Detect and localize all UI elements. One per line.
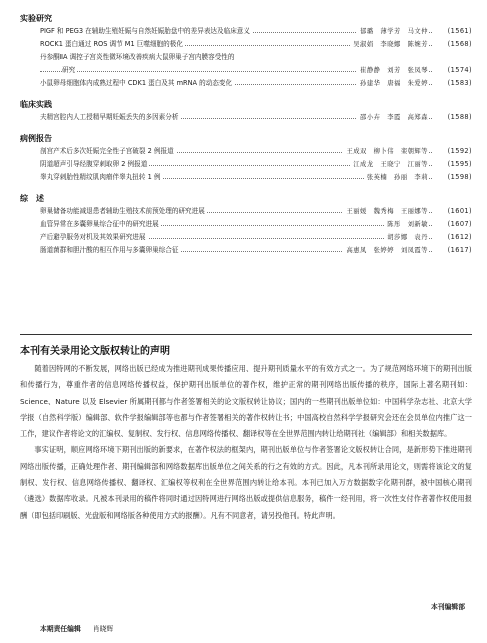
toc-entry-authors: 吴淑娟 李晓娜 陈婉芳 (350, 38, 428, 51)
toc-entry-page: (1588) (447, 113, 472, 121)
toc-entry[interactable] (20, 231, 472, 244)
toc-entry-title: 肠道菌群和胆汁酸的相互作用与多囊卵巢综合征 (40, 244, 180, 257)
toc-entry[interactable] (20, 171, 472, 184)
toc-entry-title: 丹参酮ⅡA 调控子宫炎性微环境改善疾病大鼠卵巢子宫内膜容受性的 (40, 51, 236, 64)
editor-name: 肖晓辉 (92, 625, 114, 633)
toc-section-title: 病例报告 (20, 134, 52, 143)
toc-entry-authors: 孙建华 唐福 朱爱婷 (357, 77, 428, 90)
toc-entry-title: ROCK1 蛋白通过 ROS 调节 M1 巨噬细胞的极化 (40, 38, 185, 51)
toc-entry-page: (1561) (447, 27, 472, 35)
section-divider (20, 334, 472, 335)
toc-entry-title: PIGF 和 PEG3 在辅助生殖妊娠与自然妊娠胎盘中的差异表达及临床意义 (40, 25, 252, 38)
toc-entry-title: 阴道超声引导经腹穿刺取卵 2 例报道 (40, 158, 149, 171)
toc-entry-page: (1617) (447, 246, 472, 254)
toc-entry-page: (1574) (447, 66, 472, 74)
toc-entry-authors: 陈彤 刘新敏 (384, 218, 428, 231)
toc-entry-page: (1601) (447, 207, 472, 215)
toc-entry-authors: 高惠凤 张婷婷 刘凤霞等 (343, 244, 428, 257)
toc-entry[interactable] (20, 244, 472, 257)
toc-entry[interactable] (20, 158, 472, 171)
toc-entry[interactable] (20, 205, 472, 218)
toc-entry-title: 剖宫产术后多次妊娠完全性子宫破裂 2 例报道 (40, 145, 176, 158)
toc-entry-authors: 王成双 柳卜伟 栾朝辉等 (343, 145, 428, 158)
toc-entry[interactable] (20, 25, 472, 38)
toc-entry-authors: 张英楠 孙丽 李莉 (364, 171, 428, 184)
toc-entry[interactable] (20, 77, 472, 90)
toc-entry-title: 夫精宫腔内人工授精早期妊娠丢失的多因素分析 (40, 111, 180, 124)
toc-entry-page: (1568) (447, 40, 472, 48)
toc-entry-authors: 郁璐 薄学芳 马文仲 (357, 25, 428, 38)
toc-entry-authors: 崔静静 刘芳 张凤琴 (357, 64, 428, 77)
toc-entry[interactable] (20, 111, 472, 124)
toc-entry[interactable] (20, 51, 472, 64)
toc-entry-title: 卵巢储备功能减退患者辅助生殖技术前预处理的研究进展 (40, 205, 207, 218)
toc-entry-title: 血管异常在多囊卵巢综合征中的研究进展 (40, 218, 161, 231)
responsible-editor (40, 623, 113, 633)
toc-entry-page: (1612) (447, 233, 472, 241)
toc-section-title: 临床实践 (20, 100, 52, 109)
toc-entry-page: (1592) (447, 147, 472, 155)
toc-entry-page: (1583) (447, 79, 472, 87)
copyright-notice (20, 343, 472, 524)
notice-title: 本刊有关录用论文版权转让的声明 (20, 346, 170, 357)
toc-entry-page: (1607) (447, 220, 472, 228)
notice-paragraph: 随着因特网的不断发展，网络出版已经成为推进期刊成果传播应用、提升期刊质量水平的有效方式之一。为了规范网络环境下的期刊出版和传播行为，尊重作者的信息网络传播权益，保护期刊出版单位的著作权，维护正常的期刊网络出版传播的秩序，国际上著名期刊如：Science、Nature 以及 Elsevier 所属期刊都与作者签署相关的论文版权转让协议；国内的一些期刊出版单位如：中国科学杂志社、北京大学学报（自然科学版）编辑部、软件学报编辑部等也都与作者签署相关的著作权转让书；中国高校自然科学学报研究会还在会员单位内推广这一工作，建议作者将论文的汇编权、复制权、发行权、信息网络传播权、翻译权等在全世界范围内转让给期刊社（编辑部）和相关数据库。 (20, 364, 472, 439)
toc-entry-authors: 胡莎娜 袁丹 (384, 231, 428, 244)
toc-entry-title: 小鼠卵母细胞体内成熟过程中 CDK1 蛋白及其 mRNA 的动态变化 (40, 77, 234, 90)
toc-section-title: 综 述 (20, 194, 44, 203)
notice-paragraph: 事实证明，顺应网络环境下期刊出版的新要求，在著作权法的框架内，期刊出版单位与作者签署论文版权转让合同，是新形势下推进期刊网络出版传播，正确处理作者、期刊编辑部和网络数据库出版单位之间关系的行之有效的方式。因此，凡本刊所录用论文，则需将该论文的复制权、发行权、信息网络传播权、翻译权、汇编权等权利在全世界范围内转让给本刊。本刊已加入万方数据数字化期刊群，被中国核心期刊（遴选）数据库收录。凡被本刊录用的稿件将同时通过因特网进行网络出版或提供信息服务，稿件一经刊用，将一次性支付作者著作权使用报酬（即包括印刷版、光盘版和网络版各种使用方式的报酬）。凡有不同意者，请另投他刊。特此声明。 (20, 445, 472, 520)
toc-entry-page: (1598) (447, 173, 472, 181)
toc-entry[interactable] (20, 38, 472, 51)
editor-label: 本期责任编辑 (40, 625, 81, 633)
notice-signoff: 本刊编辑部 (431, 603, 465, 611)
toc-entry-title: 研究 (62, 64, 77, 77)
toc-entry-authors: 江成龙 王晓宁 江丽等 (350, 158, 428, 171)
toc-section-title: 实验研究 (20, 14, 52, 23)
table-of-contents (20, 12, 472, 257)
toc-entry-authors: 王丽媛 魏秀梅 王丽娜等 (343, 205, 428, 218)
toc-entry[interactable] (20, 218, 472, 231)
toc-entry[interactable] (20, 64, 472, 77)
toc-entry-title: 产后避孕服务对机及其效果研究进展 (40, 231, 148, 244)
toc-entry-page: (1595) (447, 160, 472, 168)
toc-entry-title: 睾丸穿刺胎性精纹肌肉瘤伴睾丸扭转 1 例 (40, 171, 162, 184)
toc-entry[interactable] (20, 145, 472, 158)
toc-entry-authors: 邵小卉 李霞 高郑森 (357, 111, 428, 124)
